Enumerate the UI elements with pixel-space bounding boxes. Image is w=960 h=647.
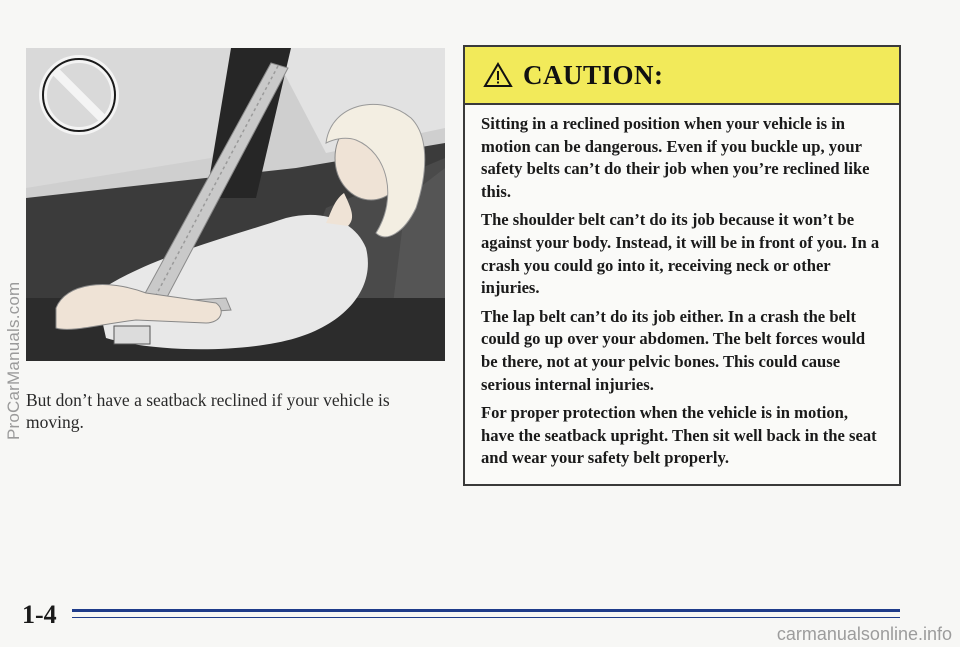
watermark: ProCarManuals.com [4,281,23,440]
main-paragraph: But don’t have a seatback reclined if your vehicle is moving. [26,390,390,432]
caution-paragraph: The lap belt can’t do its job either. In a crash the belt could go up over your abdomen. The belt forces would be there, not at your pelvic bones. This could cause serious internal injuries. [481,306,866,394]
reclined-occupant-drawing [26,48,445,361]
page-number: 1-4 [22,600,57,629]
caution-title: CAUTION: [523,59,664,90]
caution-paragraph: For proper protection when the vehicle is in motion, have the seatback upright. Then sit well back in the seat and wear your safety belt properly. [481,403,877,468]
caution-header [465,47,899,105]
warning-triangle-icon [483,62,513,88]
footer-rule [72,609,900,618]
caution-box [463,45,901,486]
reclined-seat-illustration [26,48,445,361]
caution-body [465,105,899,470]
caution-paragraph: Sitting in a reclined position when your vehicle is in motion can be dangerous. Even if you buckle up, your safety belts can’t do their job when you’re reclined like this. [481,114,870,201]
caution-paragraph: The shoulder belt can’t do its job because it won’t be against your body. Instead, it will be in front of you. In a crash you could go into it, receiving neck or other injuries. [481,210,880,298]
footer-credit: carmanualsonline.info [776,624,952,644]
